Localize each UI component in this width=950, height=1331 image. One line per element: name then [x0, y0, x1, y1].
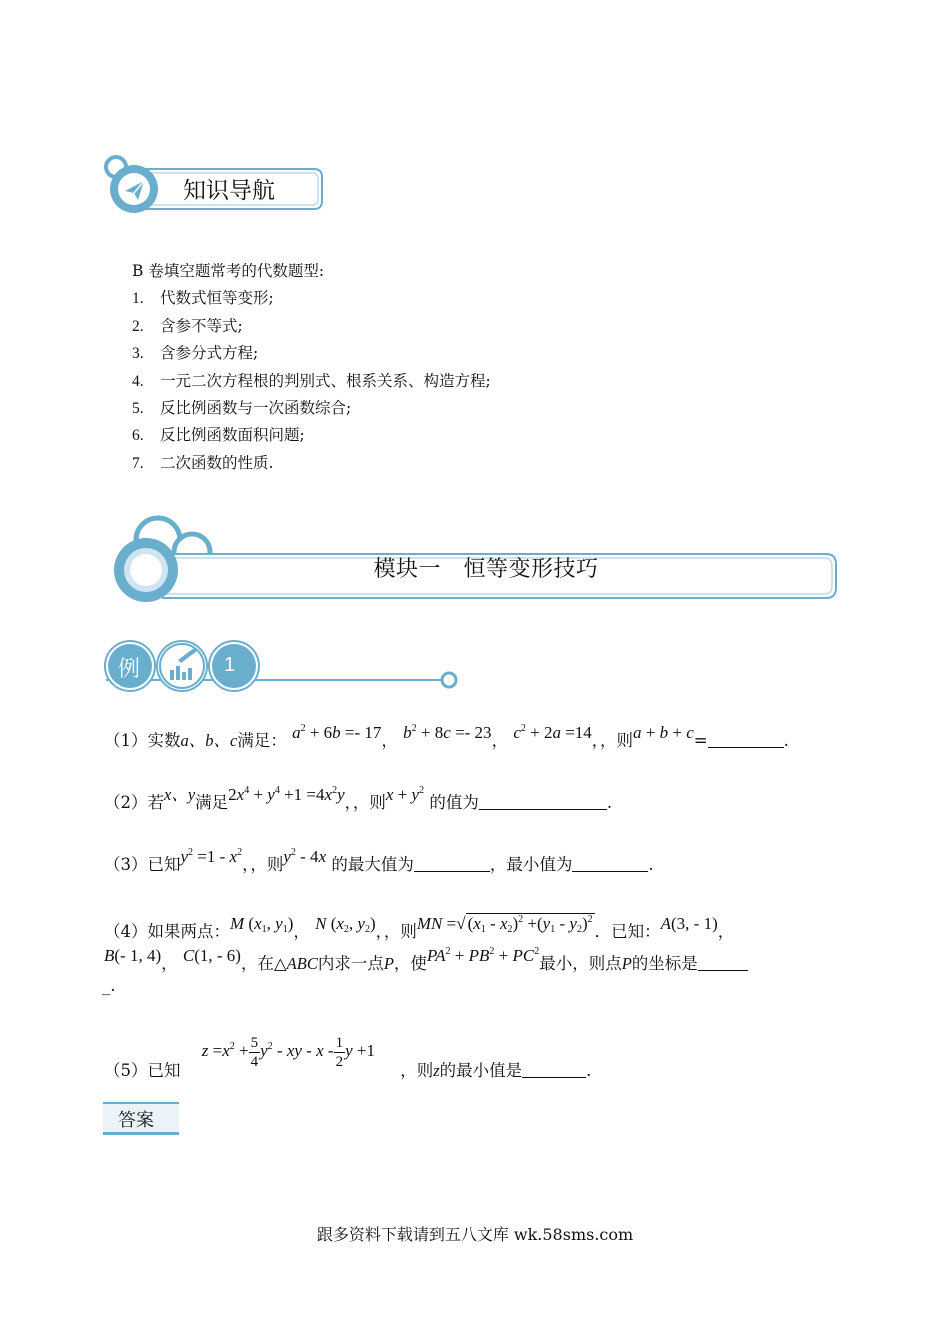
module-title: 模块一 恒等变形技巧 — [373, 557, 599, 582]
problem-1-then: ，则 — [600, 731, 634, 750]
problem-4-label: （4）如果两点： — [104, 922, 230, 941]
problem-1: （1）实数a、b、c满足： $a^2 + 6b =- 17$， $b^2 + 8c =- 23$， $c^2 + 2a =14$，，则a + b + c= . — [104, 723, 789, 750]
point-b: B(- 1, 4) — [104, 946, 162, 965]
point-a: A(3, - 1) — [660, 914, 718, 933]
problem-2-then: ，则 — [352, 793, 386, 812]
answer-blank[interactable] — [708, 733, 784, 748]
intro-block — [132, 258, 491, 477]
problem-4: （4）如果两点：M ($x_1$, $y_1$)， N ($x_2$, $y_2$)，，则MN =√ $(x_1 - x_2)^2 +(y_1 - y_2)^2$．已知：A(3, - 1)， — [104, 914, 735, 941]
problem-5: （5）已知 $z =x^2$ + $\frac{5}{4}$ $y^2$ - xy - x - $\frac{1}{2}$ y +1 ，则z的最小值是 . — [104, 1035, 592, 1081]
list-item: 1. 代数式恒等变形; — [132, 289, 274, 308]
intro-lead: B 卷填空题常考的代数题型: — [132, 262, 325, 280]
point-m: M ($x_1$, $y_1$) — [230, 914, 294, 935]
point-n: N ($x_2$, $y_2$) — [315, 914, 376, 935]
list-item: 7. 二次函数的性质. — [132, 453, 274, 472]
expression-xy: $x + y^2$ — [385, 785, 425, 804]
answer-blank-max[interactable] — [414, 857, 490, 872]
example-badge — [98, 638, 463, 698]
answer-blank[interactable] — [479, 795, 607, 810]
equation-z: $z =x^2$ + $\frac{5}{4}$ $y^2$ - xy - x - $\frac{1}{2}$ y +1 — [201, 1035, 375, 1070]
problem-3-label: （3）已知 — [104, 855, 181, 874]
problem-2: （2）若x、y满足$2x^4 + y^4 +1 =4x^2y$，，则$x + y^2$ 的值为 . — [104, 785, 613, 812]
problem-3-tail1: 的最大值为 — [331, 855, 414, 874]
list-item: 4. 一元二次方程根的判别式、根系关系、构造方程; — [132, 371, 491, 390]
problem-4-then: ，则 — [383, 922, 417, 941]
distance-formula: MN =√ $(x_1 - x_2)^2 +(y_1 - y_2)^2$ — [416, 914, 593, 935]
problem-2-tail: 的值为 — [429, 793, 479, 812]
example-number: 1 — [224, 654, 236, 676]
expression-abc: a + b + c — [633, 723, 694, 742]
footer-text: 跟多资料下载请到五八文库 wk.58sms.com — [316, 1225, 634, 1244]
problem-5-label: （5）已知 — [104, 1061, 181, 1081]
problem-4-line-2: B(- 1, 4)， C(1, - 6)，在△ABC内求一点P，使$PA^2 + PB^2 + PC^2$最小，则点P的坐标是 — [104, 950, 748, 974]
answer-blank[interactable] — [698, 956, 748, 971]
problem-1-mid: 满足： — [237, 731, 287, 750]
problem-3: （3）已知$y^2 =1 - x^2$，，则$y^2 - 4x$ 的最大值为 ，最小值为 . — [104, 847, 654, 874]
equation-4: $2x^4 + y^4 +1 =4x^2y$ — [228, 785, 345, 804]
problem-4-known: ．已知： — [594, 922, 661, 941]
expression-y2-4x: $y^2 - 4x$ — [283, 847, 327, 866]
list-item: 6. 反比例函数面积问题; — [132, 426, 305, 445]
problem-2-mid: 满足 — [195, 793, 229, 812]
answer-blank-min[interactable] — [572, 857, 648, 872]
problem-3-tail2: ，最小值为 — [489, 855, 573, 874]
triangle-abc: ABC — [286, 954, 318, 973]
list-item: 3. 含参分式方程; — [132, 344, 259, 363]
section-title-knowledge-nav: 知识导航 — [183, 178, 275, 204]
equation-2: $b^2 + 8c =- 23$ — [403, 723, 492, 742]
equation-5: $y^2 =1 - x^2$ — [180, 847, 243, 866]
expression-pa-pb-pc: $PA^2 + PB^2 + PC^2$ — [426, 946, 540, 965]
problem-2-vars: x、y — [164, 785, 196, 804]
list-item: 2. 含参不等式; — [132, 316, 243, 335]
problem-2-label: （2）若 — [104, 793, 164, 812]
answer-blank[interactable] — [522, 1063, 586, 1078]
equation-3: $c^2 + 2a =14$ — [513, 723, 592, 742]
point-c: C(1, - 6) — [182, 946, 241, 965]
equation-1: $a^2 + 6b =- 17$ — [292, 723, 382, 742]
answer-label: 答案 — [118, 1110, 154, 1131]
problem-1-label: （1）实数 — [104, 731, 181, 750]
problem-1-vars: a、b、c — [180, 731, 238, 750]
problem-3-then: ，则 — [250, 855, 284, 874]
example-label: 例 — [118, 657, 141, 682]
problem-4-line-3: _. — [102, 976, 116, 995]
list-item: 5. 反比例函数与一次函数综合; — [132, 399, 352, 418]
